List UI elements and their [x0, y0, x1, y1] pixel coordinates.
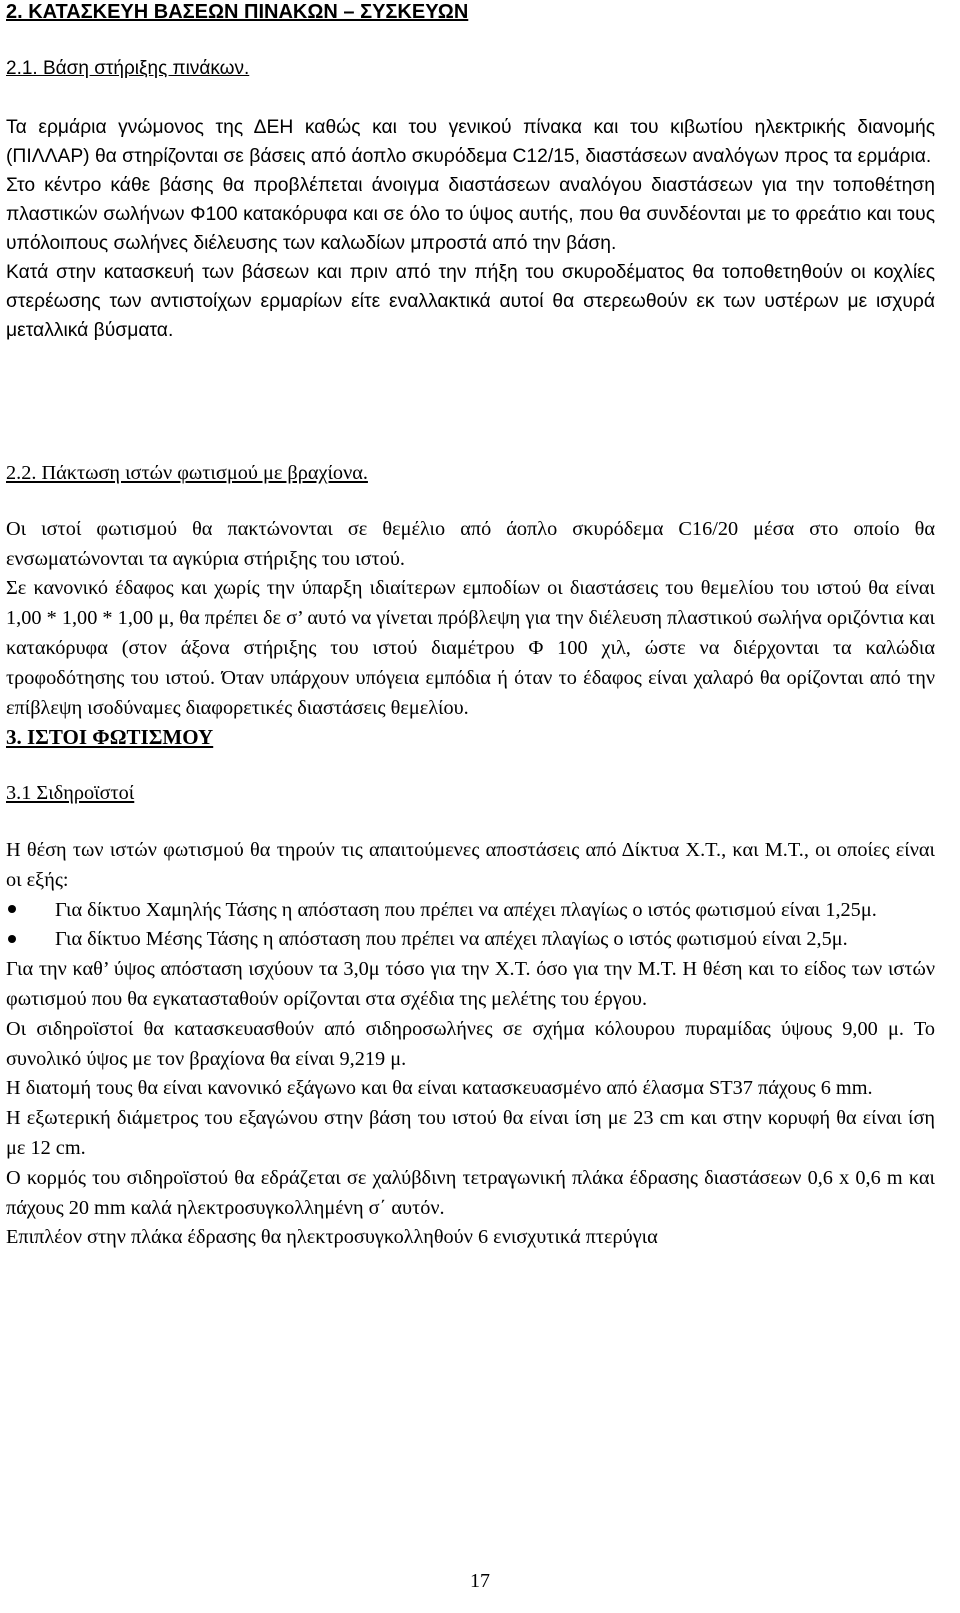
section-heading: 2. ΚΑΤΑΣΚΕΥΗ ΒΑΣΕΩΝ ΠΙΝΑΚΩΝ – ΣΥΣΚΕΥΩΝ — [6, 1, 469, 23]
paragraph: Οι σιδηροϊστοί θα κατασκευασθούν από σιδηροσωλήνες σε σχήμα κόλουρου πυραμίδας ύψους 9,00 μ. Το συνολικό ύψος με τον βραχίονα θα είναι 9,219 μ. — [6, 1017, 935, 1070]
page-number: 17 — [470, 1570, 490, 1592]
bullet-icon — [8, 905, 16, 913]
paragraph: Η διατομή τους θα είναι κανονικό εξάγωνο και θα είναι κατασκευασμένο από έλασμα ST37 πάχους 6 mm. — [6, 1077, 873, 1100]
paragraph: Επιπλέον στην πλάκα έδρασης θα ηλεκτροσυγκολληθούν 6 ενισχυτικά πτερύγια — [6, 1226, 658, 1249]
subsection-title-3-1: 3.1 Σιδηροϊστοί — [6, 782, 135, 805]
list-item: Για δίκτυο Χαμηλής Τάσης η απόσταση που πρέπει να απέχει πλαγίως ο ιστός φωτισμού είναι 1,25μ. — [6, 896, 935, 926]
bullet-icon — [8, 935, 16, 943]
distance-list — [6, 896, 935, 956]
paragraph: Η θέση των ιστών φωτισμού θα τηρούν τις απαιτούμενες αποστάσεις από Δίκτυα Χ.Τ., και Μ.Τ., οι οποίες είναι οι εξής: — [6, 838, 935, 891]
paragraph: Οι ιστοί φωτισμού θα πακτώνονται σε θεμέλιο από άοπλο σκυρόδεμα C16/20 μέσα στο οποίο θα ενσωματώνονται τα αγκύρια στήριξης του ιστού. — [6, 517, 935, 570]
section-2-1-body — [6, 113, 935, 345]
paragraph: Για την καθ’ ύψος απόσταση ισχύουν τα 3,0μ τόσο για την Χ.Τ. όσο για την Μ.Τ. Η θέση και το είδος των ιστών φωτισμού που θα εγκατασταθούν ορίζονται στα σχέδια της μελέτης του έργου. — [6, 958, 935, 1010]
section-3-heading: 3. ΙΣΤΟΙ ΦΩΤΙΣΜΟΥ — [6, 725, 214, 750]
paragraph: Στο κέντρο κάθε βάσης θα προβλέπεται άνοιγμα διαστάσεων αναλόγου διαστάσεων για την τοποθέτηση πλαστικών σωλήνων Φ100 κατακόρυφα και σε όλο το ύψος αυτής, που θα συνδέονται με το φρεάτιο και τους υπόλοιπους σωλήνες διέλευσης των καλωδίων μπροστά από την βάση. — [6, 175, 935, 254]
main-body — [6, 459, 935, 1253]
subsection-title-2-2: 2.2. Πάκτωση ιστών φωτισμού με βραχίονα. — [6, 462, 368, 484]
paragraph: Ο κορμός του σιδηροϊστού θα εδράζεται σε χαλύβδινη τετραγωνική πλάκα έδρασης διαστάσεων 0,6 x 0,6 m και πάχους 20 mm καλά ηλεκτροσυγκολλημένη σ΄ αυτόν. — [6, 1166, 935, 1219]
paragraph: Η εξωτερική διάμετρος του εξαγώνου στην βάση του ιστού θα είναι ίση με 23 cm και στην κορυφή θα είναι ίση με 12 cm. — [6, 1107, 935, 1159]
subsection-title-2-1: 2.1. Βάση στήριξης πινάκων. — [6, 58, 250, 79]
paragraph: Κατά στην κατασκευή των βάσεων και πριν από την πήξη του σκυροδέματος θα τοποθετηθούν οι κοχλίες στερέωσης των αντιστοίχων ερμαρίων είτε εναλλακτικά αυτοί θα στερεωθούν εκ των υστέρων με ισχυρά μεταλλικά βύσματα. — [6, 262, 935, 341]
list-item: Για δίκτυο Μέσης Τάσης η απόσταση που πρέπει να απέχει πλαγίως ο ιστός φωτισμού είναι 2,5μ. — [6, 925, 935, 955]
paragraph: Σε κανονικό έδαφος και χωρίς την ύπαρξη ιδιαίτερων εμποδίων οι διαστάσεις του θεμελίου του ιστού θα είναι 1,00 * 1,00 * 1,00 μ, θα πρέπει δε σ’ αυτό να γίνεται πρόβλεψη για την διέλευση πλαστικού σωλήνα οριζόντια και κατακόρυφα (στον άξονα στήριξης του ιστού διαμέτρου Φ 100 χιλ, ώστε να διέρχονται τα καλώδια τροφοδότησης του ιστού. Όταν υπάρχουν υπόγεια εμπόδια ή όταν το έδαφος είναι χαλαρό θα ορίζονται από την επίβλεψη ισοδύναμες διαφορετικές διαστάσεις θεμελίου. — [6, 577, 935, 719]
paragraph: Τα ερμάρια γνώμονος της ΔΕΗ καθώς και του γενικού πίνακα και του κιβωτίου ηλεκτρικής διανομής (ΠΙΛΛΑΡ) θα στηρίζονται σε βάσεις από άοπλο σκυρόδεμα C12/15, διαστάσεων αναλόγων προς τα ερμάρια. — [6, 117, 935, 167]
